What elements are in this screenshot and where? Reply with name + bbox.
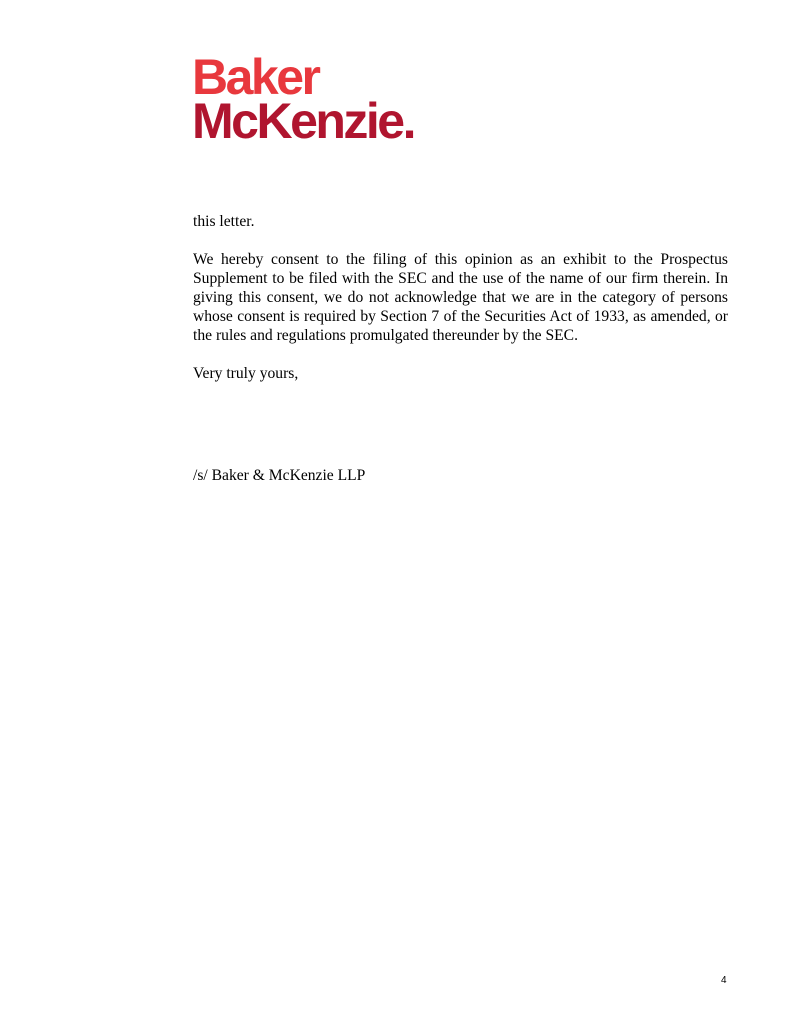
- consent-paragraph: We hereby consent to the filing of this opinion as an exhibit to the Prospectus Supplement to be filed with the SEC and the use of the name of our firm therein. In giving this consent, we do not acknowledge that we are in the category of persons whose consent is required by Section 7 of the Securities Act of 1933, as amended, or the rules and regulations promulgated thereunder by the SEC.: [193, 251, 728, 344]
- logo-text-mckenzie: McKenzie.: [192, 93, 415, 149]
- page-number: 4: [721, 975, 727, 986]
- firm-logo: [192, 49, 452, 149]
- closing-salutation: Very truly yours,: [193, 365, 299, 382]
- letter-body: [193, 212, 728, 485]
- intro-fragment: this letter.: [193, 213, 255, 230]
- logo-text-baker: Baker: [192, 49, 319, 105]
- signature-line: /s/ Baker & McKenzie LLP: [193, 467, 366, 484]
